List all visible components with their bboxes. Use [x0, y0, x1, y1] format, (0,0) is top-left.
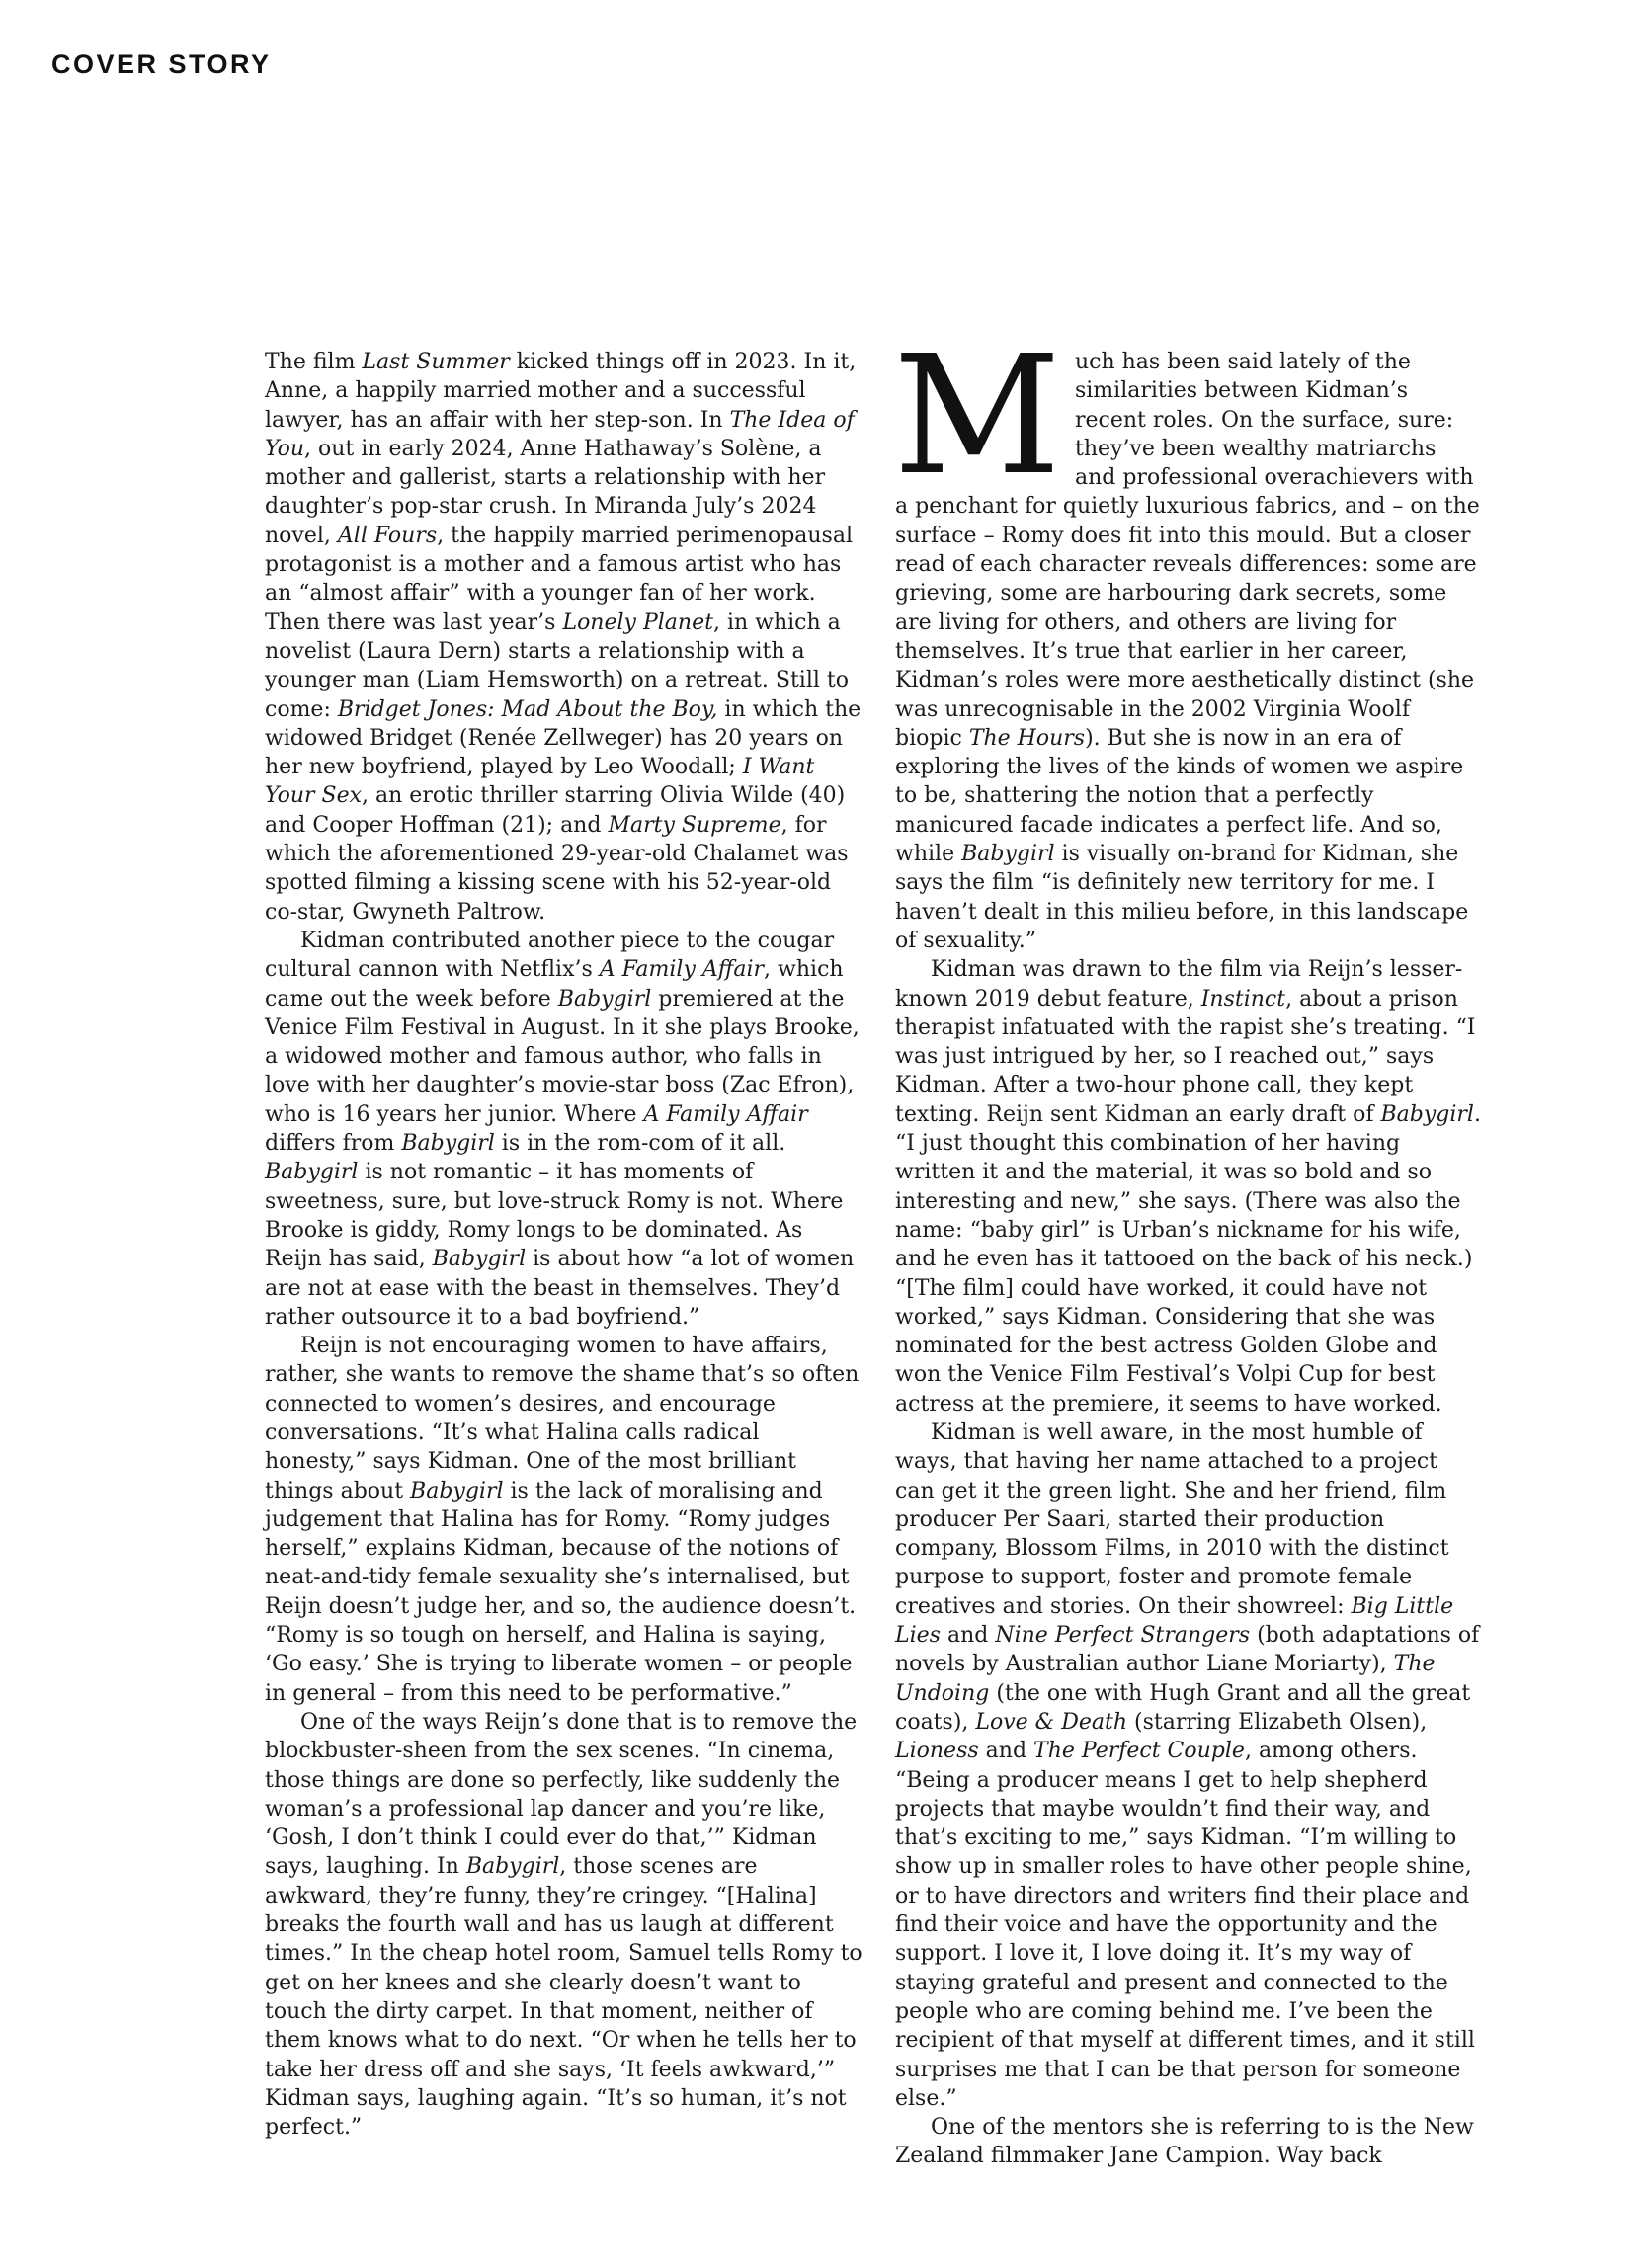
italic-title-text: Babygirl	[410, 1478, 504, 1503]
italic-title-text: Big Little Lies	[895, 1593, 1454, 1649]
article-column-right	[893, 321, 1482, 2171]
body-text: is the lack of moralising and judgement that Halina has for Romy. “Romy judges herself,” explains Kidman, because of the notions of neat-and-tidy female sexuality she’s internalised, but Reijn doesn’t judge her, and so, the audience doesn’t. “Romy is so tough on herself, and Halina is saying, ‘Go easy.’ She is trying to liberate women – or people in general – from this need to be performative.”	[265, 1478, 857, 1706]
article-paragraph	[265, 1708, 863, 2142]
article-paragraph	[895, 1418, 1482, 2113]
body-text: Kidman contributed another piece to the cougar cultural cannon with Netflix’s	[265, 928, 835, 983]
italic-title-text: A Family Affair	[599, 957, 765, 983]
italic-title-text: The Perfect Couple	[1033, 1739, 1245, 1764]
drop-cap: M	[893, 321, 1061, 512]
body-text: differs from	[265, 1131, 402, 1157]
italic-title-text: Babygirl	[432, 1247, 527, 1272]
section-label: COVER STORY	[51, 49, 272, 79]
article-paragraph	[895, 2113, 1482, 2171]
article-paragraph	[265, 348, 863, 927]
italic-title-text: Instinct	[1200, 986, 1286, 1012]
body-text: premiered at the Venice Film Festival in August. In it she plays Brooke, a widowed mother and famous author, who falls in love with her daughter’s movie-star boss (Zac Efron), who is 16 years her junior. Where	[265, 986, 860, 1127]
italic-title-text: Babygirl	[961, 842, 1055, 867]
italic-title-text: A Family Affair	[643, 1101, 808, 1127]
article-paragraph	[895, 955, 1482, 1418]
body-text: Kidman is well aware, in the most humble of ways, that having her name attached to a project can get it the green light. She and her friend, film producer Per Saari, started their production company, Blossom Films, in 2010 with the distinct purpose to support, foster and promote female creatives and stories. On their showreel:	[895, 1419, 1449, 1619]
italic-title-text: Lioness	[895, 1739, 979, 1764]
body-text: and	[978, 1739, 1034, 1764]
body-text: , an erotic thriller starring Olivia Wilde (40) and Cooper Hoffman (21); and	[265, 783, 846, 838]
body-text: Reijn is not encouraging women to have affairs, rather, she wants to remove the shame that’s so often connected to women’s desires, and encourage conversations. “It’s what Halina calls radical honesty,” says Kidman. One of the most brilliant things about	[265, 1334, 860, 1503]
body-text: is about how “a lot of women are not at ease with the beast in themselves. They’d rather outsource it to a bad boyfriend.”	[265, 1247, 855, 1330]
article-paragraph	[265, 927, 863, 1332]
italic-title-text: Bridget Jones: Mad About the Boy,	[337, 696, 718, 722]
body-text: One of the mentors she is referring to is the New Zealand filmmaker Jane Campion. Way back	[895, 2115, 1474, 2169]
italic-title-text: Babygirl	[465, 1854, 560, 1880]
italic-title-text: I Want Your Sex	[265, 755, 815, 809]
body-text: (starring Elizabeth Olsen),	[1127, 1709, 1428, 1735]
italic-title-text: Babygirl	[1380, 1101, 1474, 1127]
body-text: . “I just thought this combination of her having written it and the material, it was so bold and so interesting and new,” she says. (There was also the name: “baby girl” is Urban’s nickname for his wife, and he even has it tattooed on the back of his neck.) “[The film] could have worked, it could have not worked,” says Kidman. Considering that she was nominated for the best actress Golden Globe and won the Venice Film Festival’s Volpi Cup for best actress at the premiere, it seems to have worked.	[895, 1101, 1481, 1417]
italic-title-text: Babygirl	[401, 1131, 495, 1157]
italic-title-text: The Idea of You	[265, 407, 855, 461]
body-text: (both adaptations of novels by Australian author Liane Moriarty),	[895, 1623, 1480, 1677]
italic-title-text: The Undoing	[895, 1652, 1436, 1706]
body-text: ). But she is now in an era of exploring the lives of the kinds of women we aspire to be, shattering the notion that a perfectly manicured facade indicates a perfect life. And so, while	[895, 725, 1464, 867]
body-text: , those scenes are awkward, they’re funny, they’re cringey. “[Halina] breaks the fourth wall and has us laugh at different times.” In the cheap hotel room, Samuel tells Romy to get on her knees and she clearly doesn’t want to touch the dirty carpet. In that moment, neither of them knows what to do next. “Or when he tells her to take her dress off and she says, ‘It feels awkward,’” Kidman says, laughing again. “It’s so human, it’s not perfect.”	[265, 1854, 862, 2141]
body-text: is not romantic – it has moments of sweetness, sure, but love-struck Romy is not. Where Brooke is giddy, Romy longs to be dominated. As Reijn has said,	[265, 1160, 844, 1272]
italic-title-text: Love & Death	[975, 1709, 1128, 1735]
body-text: , in which a novelist (Laura Dern) starts a relationship with a younger man (Liam Hemsworth) on a retreat. Still to come:	[265, 609, 849, 722]
body-text: , the happily married perimenopausal protagonist is a mother and a famous artist who has an “almost affair” with a younger fan of her work. Then there was last year’s	[265, 523, 853, 635]
italic-title-text: Babygirl	[557, 986, 652, 1012]
body-text: and	[940, 1623, 996, 1649]
body-text: uch has been said lately of the similarities between Kidman’s recent roles. On the surface, sure: they’ve been wealthy matriarchs and professional overachievers with a penchant for quietly luxurious fabrics, and – on the surface – Romy does fit into this mould. But a closer read of each character reveals differences: some are grieving, some are harbouring dark secrets, some are living for others, and others are living for themselves. It’s true that earlier in her career, Kidman’s roles were more aesthetically distinct (she was unrecognisable in the 2002 Virginia Woolf biopic	[895, 350, 1480, 751]
article-paragraph	[265, 1332, 863, 1708]
body-text: , among others. “Being a producer means I get to help shepherd projects that maybe wouldn’t find their way, and that’s exciting to me,” says Kidman. “I’m willing to show up in smaller roles to have other people shine, or to have directors and writers find their place and find their voice and have the opportunity and the support. I love it, I love doing it. It’s my way of staying grateful and present and connected to the people who are coming behind me. I’ve been the recipient of that myself at different times, and it still surprises me that I can be that person for someone else.”	[895, 1739, 1475, 2111]
italic-title-text: Lonely Planet	[562, 609, 713, 635]
body-text: , about a prison therapist infatuated with the rapist she’s treating. “I was just intrigued by her, so I reached out,” says Kidman. After a two-hour phone call, they kept texting. Reijn sent Kidman an early draft of	[895, 986, 1476, 1127]
body-text: is visually on-brand for Kidman, she says the film “is definitely new territory for me. I haven’t dealt in this milieu before, in this landscape of sexuality.”	[895, 842, 1469, 953]
body-text: The film	[265, 350, 363, 374]
italic-title-text: Last Summer	[362, 350, 510, 374]
body-text: One of the ways Reijn’s done that is to remove the blockbuster-sheen from the sex scenes. “In cinema, those things are done so perfectly, like suddenly the woman’s a professional lap dancer and you’re like, ‘Gosh, I don’t think I could ever do that,’” Kidman says, laughing. In	[265, 1709, 858, 1880]
italic-title-text: The Hours	[968, 725, 1086, 751]
body-text: , which came out the week before	[265, 957, 844, 1012]
article-column-left	[265, 348, 863, 2142]
body-text: Kidman was drawn to the film via Reijn’s lesser-known 2019 debut feature,	[895, 957, 1463, 1012]
italic-title-text: Marty Supreme	[608, 812, 781, 838]
body-text: is in the rom-com of it all.	[494, 1131, 786, 1157]
italic-title-text: Nine Perfect Strangers	[995, 1623, 1251, 1649]
body-text: , out in early 2024, Anne Hathaway’s Solène, a mother and gallerist, starts a relationship with her daughter’s pop-star crush. In Miranda July’s 2024 novel,	[265, 436, 826, 548]
body-text: in which the widowed Bridget (Renée Zellweger) has 20 years on her new boyfriend, played by Leo Woodall;	[265, 696, 862, 780]
italic-title-text: All Fours	[337, 523, 438, 548]
body-text: kicked things off in 2023. In it, Anne, a happily married mother and a successful lawyer, has an affair with her step-son. In	[265, 350, 857, 433]
body-text: , for which the aforementioned 29-year-old Chalamet was spotted filming a kissing scene with his 52-year-old co-star, Gwyneth Paltrow.	[265, 812, 849, 925]
body-text: (the one with Hugh Grant and all the great coats),	[895, 1680, 1471, 1735]
italic-title-text: Babygirl	[265, 1160, 359, 1185]
